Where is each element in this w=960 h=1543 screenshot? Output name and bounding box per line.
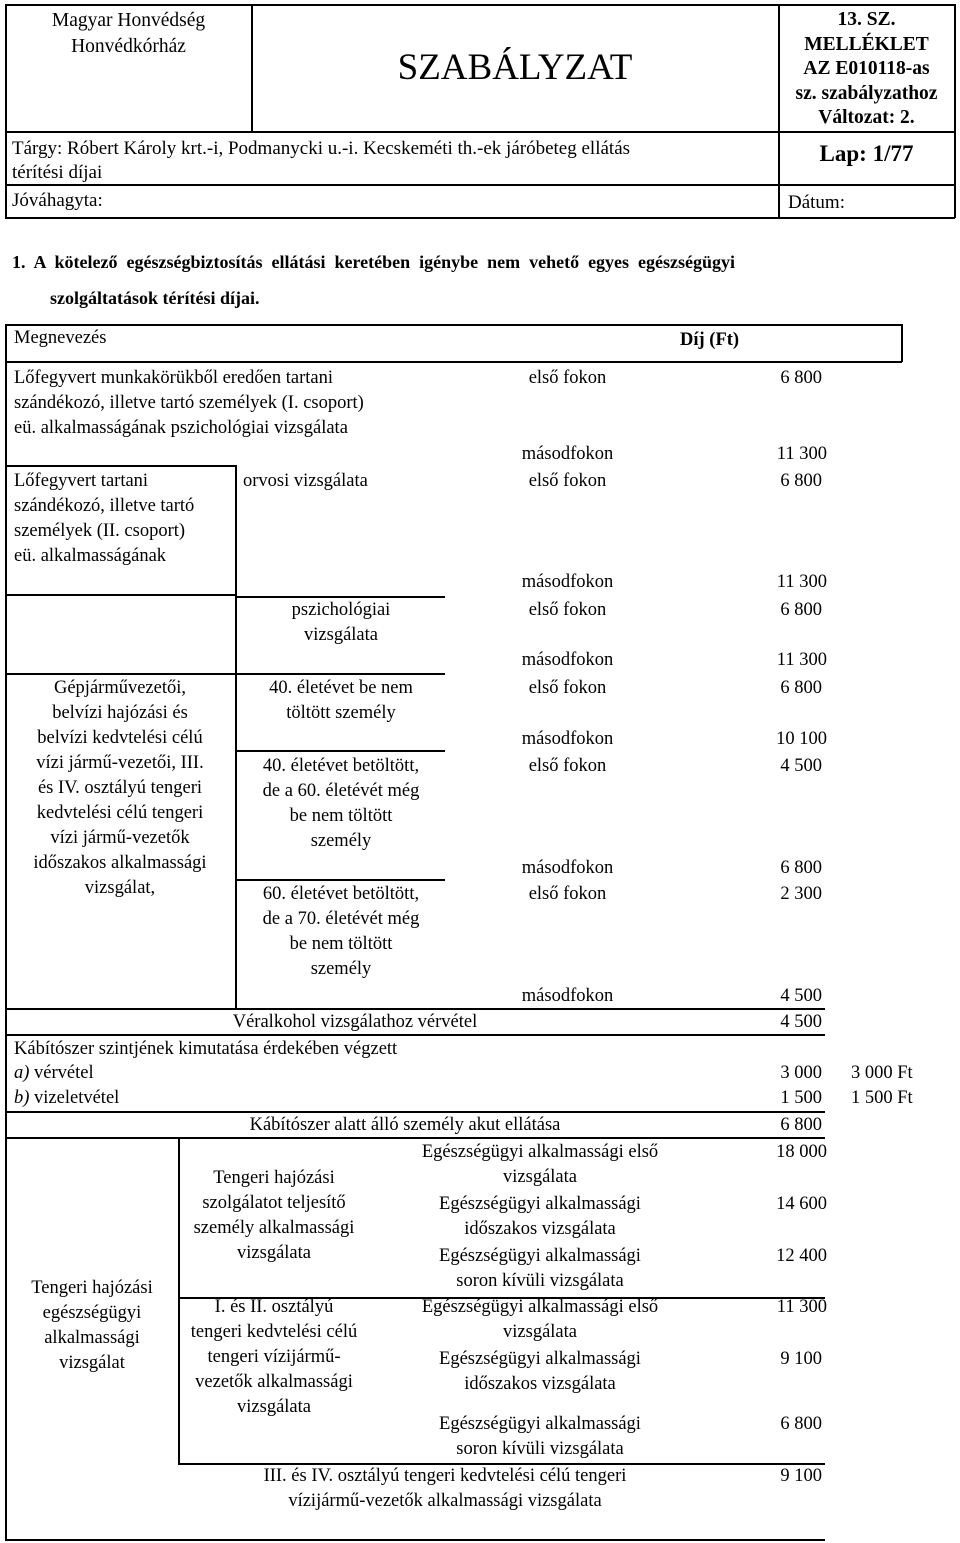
exam-type: Egészségügyi alkalmassági első [421, 1297, 659, 1317]
subject-line: térítési díjai [12, 162, 103, 183]
exam-type: Egészségügyi alkalmassági [439, 1414, 641, 1434]
fee-value: 1 500 [780, 1088, 822, 1108]
table-row-line [5, 673, 235, 675]
row-description: belvízi kedvtelési célú [37, 728, 203, 748]
maritime-category: vizsgálata [237, 1397, 311, 1417]
maritime-category: tengeri vízijármű- [207, 1347, 341, 1367]
exam-type: időszakos vizsgálata [464, 1219, 616, 1239]
annex-reference: AZ E010118-as [803, 58, 930, 79]
column-header-fee: Díj (Ft) [680, 330, 740, 350]
row-description: Kábítószer alatt álló személy akut ellátása [249, 1115, 561, 1135]
row-description: vízi jármű-vezetők [50, 828, 190, 848]
age-category: be nem töltött [289, 806, 393, 826]
fee-value: 9 100 [780, 1349, 822, 1369]
maritime-category: III. és IV. osztályú tengeri kedvtelési célú tengeri [263, 1466, 627, 1486]
row-description: időszakos alkalmassági [33, 853, 207, 873]
maritime-category: Tengeri hajózási [213, 1168, 335, 1188]
row-description: Tengeri hajózási [31, 1278, 153, 1298]
fee-value: 6 800 [780, 600, 822, 620]
fee-value: 2 300 [780, 884, 822, 904]
table-row-line [235, 750, 445, 752]
age-category: személy [310, 959, 372, 979]
age-category: töltött személy [286, 703, 396, 723]
level-label: első fokon [528, 884, 607, 904]
table-border-top [5, 324, 902, 326]
table-row-line [5, 594, 235, 596]
fee-value: 4 500 [780, 1012, 822, 1032]
fee-value: 6 800 [780, 1414, 822, 1434]
row-description: kedvtelési célú tengeri [36, 803, 204, 823]
age-category: de a 60. életévét még [262, 781, 420, 801]
table-row-line [5, 465, 235, 467]
level-label: első fokon [528, 471, 607, 491]
exam-type: soron kívüli vizsgálata [456, 1271, 624, 1291]
header-border-right [954, 4, 956, 218]
exam-type: Egészségügyi alkalmassági első [421, 1142, 659, 1162]
level-label: másodfokon [521, 650, 614, 670]
age-category: 60. életévet betöltött, [262, 884, 420, 904]
page-number: Lap: 1/77 [819, 141, 914, 166]
row-description: és IV. osztályú tengeri [37, 778, 203, 798]
fee-value: 4 500 [780, 986, 822, 1006]
maritime-category: I. és II. osztályú [214, 1297, 334, 1317]
row-description: Kábítószer szintjének kimutatása érdekében végzett [14, 1039, 398, 1059]
level-label: másodfokon [521, 729, 614, 749]
exam-type: Egészségügyi alkalmassági [439, 1194, 641, 1214]
fee-value: 10 100 [776, 729, 827, 749]
table-row-line [235, 673, 445, 675]
level-label: első fokon [528, 756, 607, 776]
table-border-bottom [5, 1539, 825, 1541]
approved-by-label: Jóváhagyta: [12, 190, 103, 211]
column-header-name: Megnevezés [14, 328, 107, 348]
exam-type: időszakos vizsgálata [464, 1374, 616, 1394]
fee-value: 14 600 [776, 1194, 827, 1214]
age-category: de a 70. életévét még [262, 909, 420, 929]
document-type-title: SZABÁLYZAT [397, 47, 633, 88]
exam-type: vizsgálata [503, 1322, 577, 1342]
table-row-line [5, 361, 902, 363]
fee-value-note: 1 500 Ft [851, 1088, 913, 1108]
section-heading: szolgáltatások térítési díjai. [50, 288, 260, 308]
header-divider [5, 131, 955, 133]
fee-value: 11 300 [776, 572, 827, 592]
annex-reference: sz. szabályzathoz [795, 82, 938, 104]
fee-value: 11 300 [776, 650, 827, 670]
subject-line: Tárgy: Róbert Károly krt.-i, Podmanycki u.-i. Kecskeméti th.-ek járóbeteg ellátás [12, 138, 631, 159]
level-label: másodfokon [521, 986, 614, 1006]
maritime-category: tengeri kedvtelési célú [190, 1322, 358, 1342]
age-category: személy [310, 831, 372, 851]
fee-value: 3 000 [780, 1063, 822, 1083]
table-border-right [901, 324, 903, 362]
fee-value: 6 800 [780, 368, 822, 388]
row-description: egészségügyi [42, 1303, 142, 1323]
row-description: vizsgálat [59, 1353, 125, 1373]
fee-value-note: 3 000 Ft [851, 1063, 913, 1083]
fee-value: 6 800 [780, 678, 822, 698]
maritime-category: vizsgálata [237, 1243, 311, 1263]
exam-type: vizsgálata [503, 1167, 577, 1187]
header-border-top [5, 4, 955, 6]
annex-reference: 13. SZ. [837, 9, 896, 30]
fee-value: 11 300 [776, 1297, 827, 1317]
row-description: eü. alkalmasságának pszichológiai vizsgálata [14, 418, 348, 438]
table-row-line [235, 879, 445, 881]
date-label: Dátum: [788, 192, 845, 213]
row-description: Véralkohol vizsgálathoz vérvétel [232, 1012, 478, 1032]
fee-value: 12 400 [776, 1246, 827, 1266]
fee-value: 11 300 [776, 444, 827, 464]
header-divider [5, 184, 955, 186]
age-category: be nem töltött [289, 934, 393, 954]
maritime-category: vezetők alkalmassági [195, 1372, 353, 1392]
row-description: szándékozó, illetve tartó [14, 496, 195, 516]
age-category: 40. életévet be nem [269, 678, 413, 698]
maritime-category: személy alkalmassági [193, 1218, 355, 1238]
fee-value: 9 100 [780, 1466, 822, 1486]
row-description: eü. alkalmasságának [14, 546, 167, 566]
header-border-bottom [5, 217, 955, 219]
row-description: Gépjárművezetői, [53, 678, 186, 698]
level-label: másodfokon [521, 858, 614, 878]
section-heading: 1. A kötelező egészségbiztosítás ellátási keretében igénybe nem vehető egyes egészségügyi [12, 252, 736, 272]
row-description: Lőfegyvert tartani [14, 471, 149, 491]
row-description: vízi jármű-vezetői, III. [36, 753, 204, 773]
exam-type: vizsgálata [304, 625, 378, 645]
fee-value: 6 800 [780, 858, 822, 878]
fee-value: 18 000 [776, 1142, 827, 1162]
drug-option-a: a) vérvétel [14, 1063, 94, 1083]
fee-value: 6 800 [780, 1115, 822, 1135]
fee-value: 4 500 [780, 756, 822, 776]
annex-reference: MELLÉKLET [804, 33, 929, 55]
exam-type: soron kívüli vizsgálata [456, 1439, 624, 1459]
age-category: 40. életévet betöltött, [262, 756, 420, 776]
row-description: személyek (II. csoport) [14, 521, 186, 541]
org-name: Honvédkórház [71, 36, 186, 57]
maritime-category: vízijármű-vezetők alkalmassági vizsgálata [288, 1491, 602, 1511]
row-description: belvízi hajózási és [52, 703, 188, 723]
org-name: Magyar Honvédség [51, 10, 206, 31]
exam-type: pszichológiai [291, 600, 391, 620]
row-description: Lőfegyvert munkakörükből eredően tartani [14, 368, 334, 388]
version-label: Változat: 2. [818, 107, 915, 128]
level-label: első fokon [528, 368, 607, 388]
exam-type: orvosi vizsgálata [243, 471, 368, 491]
exam-type: Egészségügyi alkalmassági [439, 1246, 641, 1266]
maritime-category: szolgálatot teljesítő [202, 1193, 346, 1213]
level-label: másodfokon [521, 444, 614, 464]
fee-value: 6 800 [780, 471, 822, 491]
level-label: első fokon [528, 678, 607, 698]
level-label: első fokon [528, 600, 607, 620]
row-description: szándékozó, illetve tartó személyek (I. csoport) [14, 393, 364, 413]
exam-type: Egészségügyi alkalmassági [439, 1349, 641, 1369]
row-description: vizsgálat, [84, 878, 156, 898]
drug-option-b: b) vizeletvétel [14, 1088, 120, 1108]
row-description: alkalmassági [44, 1328, 140, 1348]
level-label: másodfokon [521, 572, 614, 592]
